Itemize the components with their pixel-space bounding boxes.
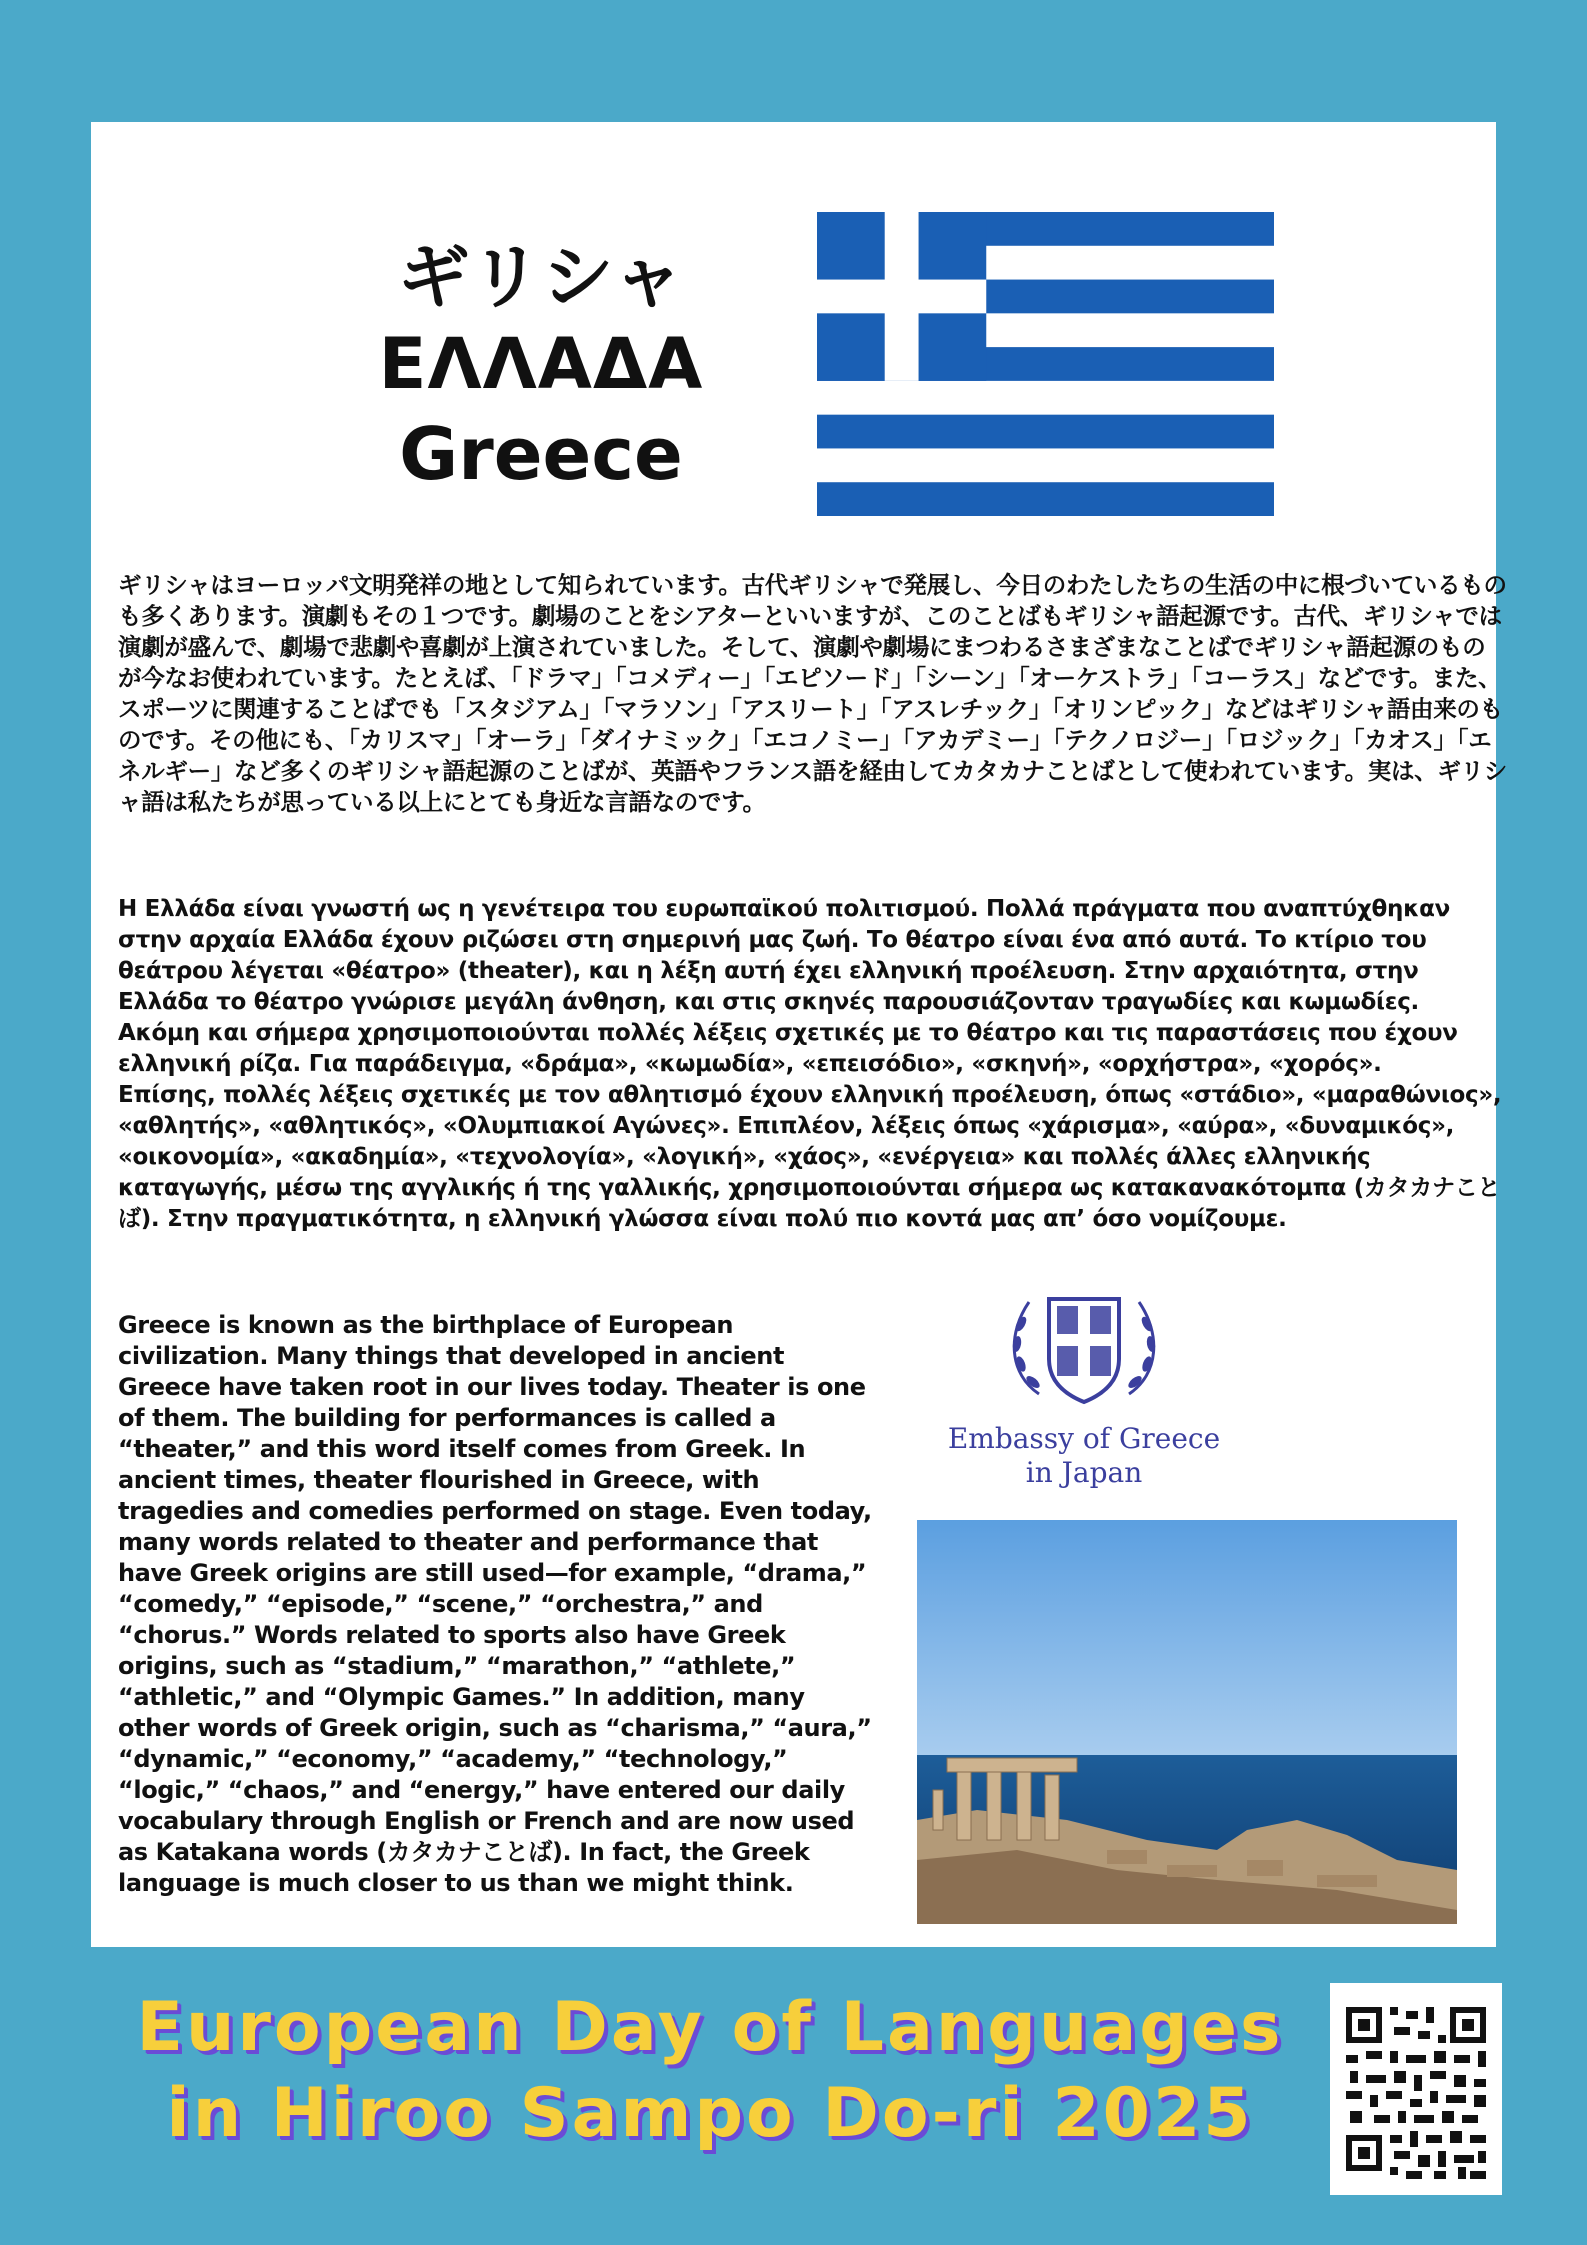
qr-code-icon[interactable]	[1330, 1983, 1502, 2195]
title-english: Greece	[399, 412, 683, 496]
event-title	[100, 1985, 1320, 2157]
title-japanese: ギリシャ	[397, 235, 685, 319]
event-title-line2: in Hiroo Sampo Do-ri 2025	[166, 2074, 1254, 2153]
paragraph-japanese: ギリシャはヨーロッパ文明発祥の地として知られています。古代ギリシャで発展し、今日のわたしたちの生活の中に根づいているものも多くあります。演劇もその１つです。劇場のことをシアターといいますが、このことばもギリシャ語起源です。古代、ギリシャでは演劇が盛んで、劇場で悲劇や喜劇が上演されていました。そして、演劇や劇場にまつわるさまざまなことばでギリシャ語起源のものが今なお使われています。たとえば、「ドラマ」「コメディー」「エピソード」「シーン」「オーケストラ」「コーラス」などです。また、スポーツに関連することばでも「スタジアム」「マラソン」「アスリート」「アスレチック」「オリンピック」などはギリシャ語由来のものです。その他にも、「カリスマ」「オーラ」「ダイナミック」「エコノミー」「アカデミー」「テクノロジー」「ロジック」「カオス」「エネルギー」など多くのギリシャ語起源のことばが、英語やフランス語を経由してカタカナことばとして使われています。実は、ギリシャ語は私たちが思っている以上にとても身近な言語なのです。	[118, 571, 1507, 816]
paragraph-greek-2: Επίσης, πολλές λέξεις σχετικές με τον αθλητισμό έχουν ελληνική προέλευση, όπως «στάδιο», «μαραθώνιος», «αθλητής», «αθλητικός», «Ολυμπιακοί Αγώνες». Επιπλέον, λέξεις όπως «χάρισμα», «αύρα», «δυναμικός», «οικονομία», «ακαδημία», «τεχνολογία», «λογική», «χάος», «ενέργεια» και πολλές άλλες ελληνικής καταγωγής, μέσω της αγγλικής ή της γαλλικής, χρησιμοποιούνται σήμερα ως κατακανακότομπα (カタカナことば). Στην πραγματικότητα, η ελληνική γλώσσα είναι πολύ πιο κοντά μας απ’ όσο νομίζουμε.	[118, 1082, 1502, 1232]
title-greek: ΕΛΛΑΔΑ	[378, 323, 704, 405]
title-block	[331, 232, 751, 502]
event-title-line1: European Day of Languages	[136, 1988, 1284, 2067]
embassy-name: Embassy of Greece	[947, 1422, 1221, 1455]
coat-of-arms-icon	[999, 1284, 1169, 1414]
paragraph-greek-block	[118, 894, 1508, 1235]
embassy-location: in Japan	[1025, 1456, 1143, 1489]
paragraph-english: Greece is known as the birthplace of European civilization. Many things that developed in ancient Greece have taken root in our lives today. Theater is one of them. The building for performances is called a “theater,” and this word itself comes from Greek. In ancient times, theater flourished in Greece, with tragedies and comedies performed on stage. Even today, many words related to theater and performance that have Greek origins are still used—for example, “drama,” “comedy,” “episode,” “scene,” “orchestra,” and “chorus.” Words related to sports also have Greek origins, such as “stadium,” “marathon,” “athlete,” “athletic,” and “Olympic Games.” In addition, many other words of Greek origin, such as “charisma,” “aura,” “dynamic,” “economy,” “academy,” “technology,” “logic,” “chaos,” and “energy,” have entered our daily vocabulary through English or French and are now used as Katakana words (カタカナことば). In fact, the Greek language is much closer to us than we might think.	[118, 1311, 872, 1897]
content-card	[91, 122, 1507, 1947]
embassy-logo	[919, 1284, 1249, 1514]
greece-flag-icon	[817, 212, 1274, 516]
acropolis-lindos-photo	[917, 1520, 1457, 1924]
paragraph-greek: Η Ελλάδα είναι γνωστή ως η γενέτειρα του ευρωπαϊκού πολιτισμού. Πολλά πράγματα που αναπτύχθηκαν στην αρχαία Ελλάδα έχουν ριζώσει στη σημερινή μας ζωή. Το θέατρο είναι ένα από αυτά. Το κτίριο του θεάτρου λέγεται «θέατρο» (theater), και η λέξη αυτή έχει ελληνική προέλευση. Στην αρχαιότητα, στην Ελλάδα το θέατρο γνώρισε μεγάλη άνθηση, και στις σκηνές παρουσιάζονταν τραγωδίες και κωμωδίες. Ακόμη και σήμερα χρησιμοποιούνται πολλές λέξεις σχετικές με το θέατρο και τις παραστάσεις που έχουν ελληνική ρίζα. Για παράδειγμα, «δράμα», «κωμωδία», «επεισόδιο», «σκηνή», «ορχήστρα», «χορός».	[118, 896, 1458, 1077]
